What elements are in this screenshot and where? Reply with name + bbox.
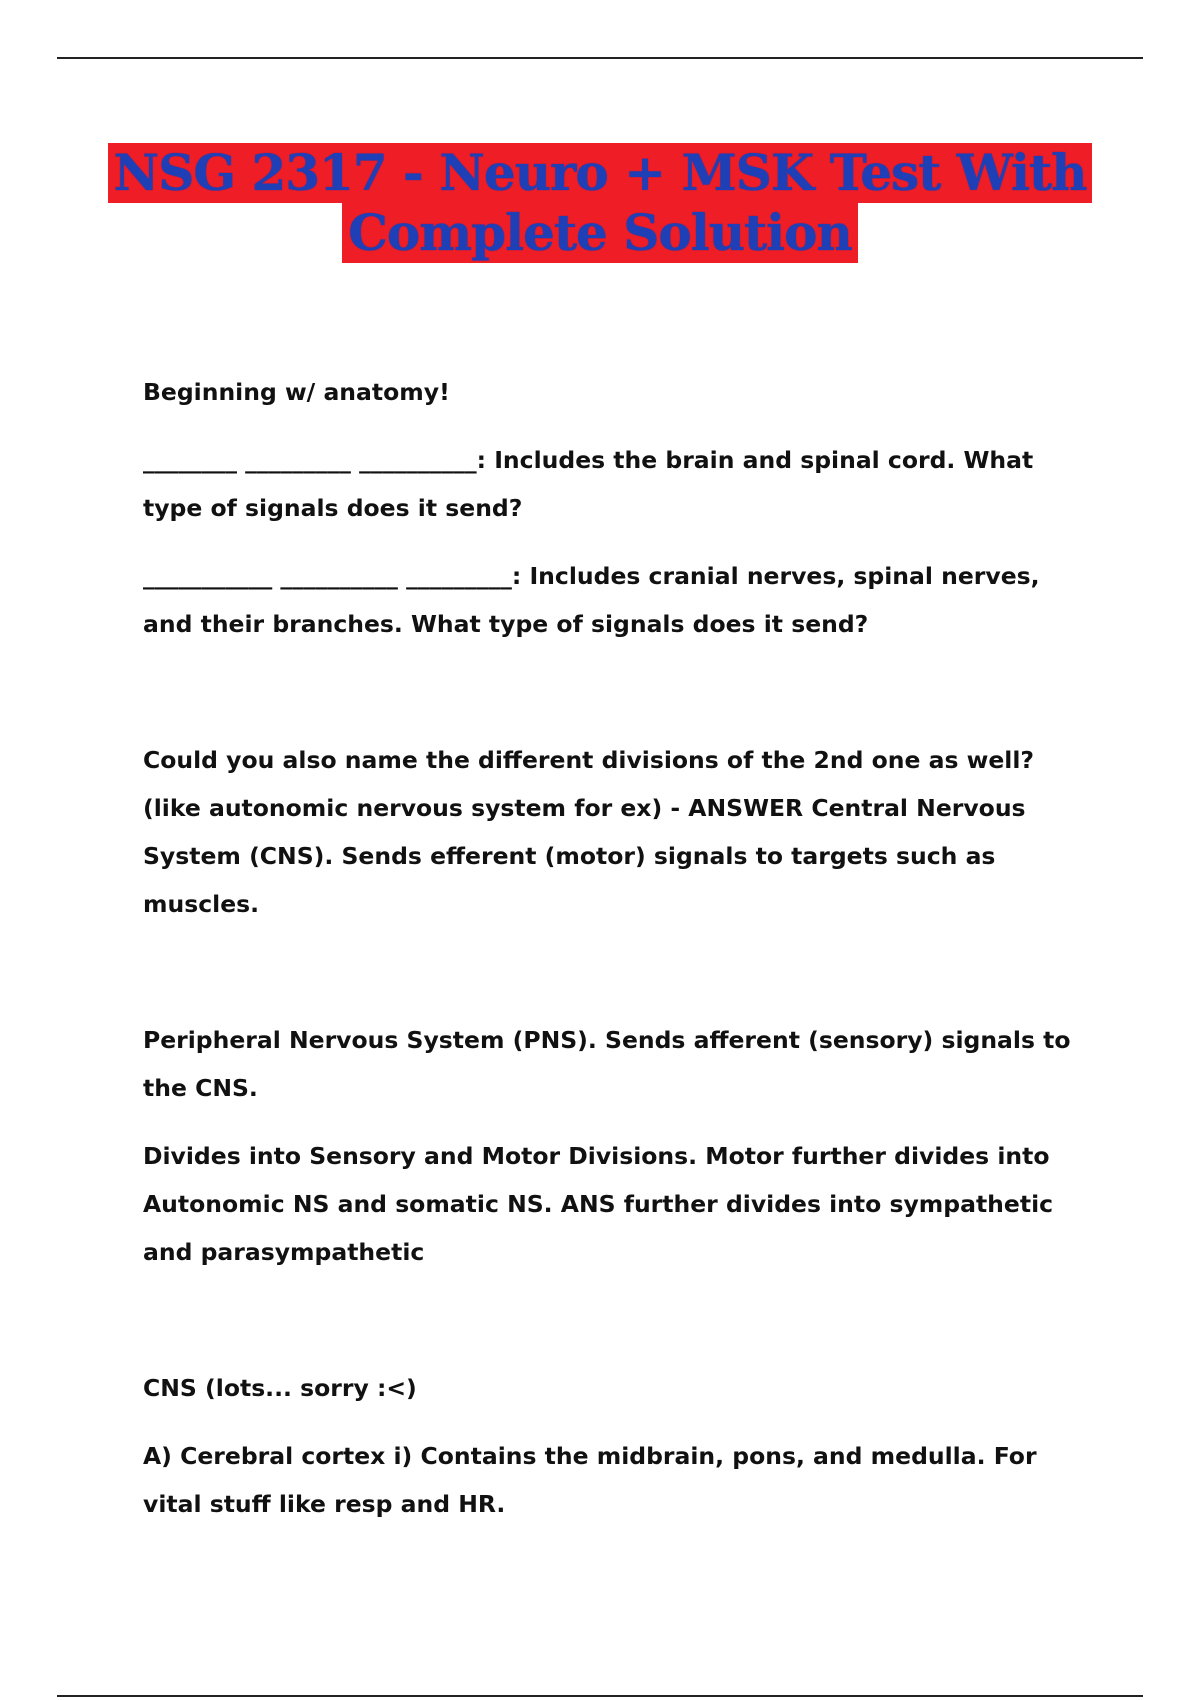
document-body xyxy=(143,368,1093,1528)
question-pns: ___________ __________ _________: Includes cranial nerves, spinal nerves, and their branches. What type of signals does it send? xyxy=(143,562,1040,638)
document-title xyxy=(100,143,1100,263)
top-divider xyxy=(57,57,1143,59)
title-line-1: NSG 2317 - Neuro + MSK Test With xyxy=(108,143,1093,203)
section-heading: Beginning w/ anatomy! xyxy=(143,378,450,406)
title-line-2: Complete Solution xyxy=(342,203,858,263)
divisions-answer: Divides into Sensory and Motor Divisions. Motor further divides into Autonomic NS and somatic NS. ANS further divides into sympathetic and parasympathetic xyxy=(143,1142,1054,1266)
question-cns: ________ _________ __________: Includes the brain and spinal cord. What type of signals does it send? xyxy=(143,446,1034,522)
cns-heading: CNS (lots... sorry :<) xyxy=(143,1374,417,1402)
cerebral-cortex-answer: A) Cerebral cortex i) Contains the midbrain, pons, and medulla. For vital stuff like resp and HR. xyxy=(143,1442,1037,1518)
question-divisions-answer: Could you also name the different divisions of the 2nd one as well? (like autonomic nervous system for ex) - ANSWER Central Nervous System (CNS). Sends efferent (motor) signals to targets such as muscles. xyxy=(143,746,1035,918)
bottom-divider xyxy=(57,1695,1143,1697)
pns-answer: Peripheral Nervous System (PNS). Sends afferent (sensory) signals to the CNS. xyxy=(143,1026,1071,1102)
